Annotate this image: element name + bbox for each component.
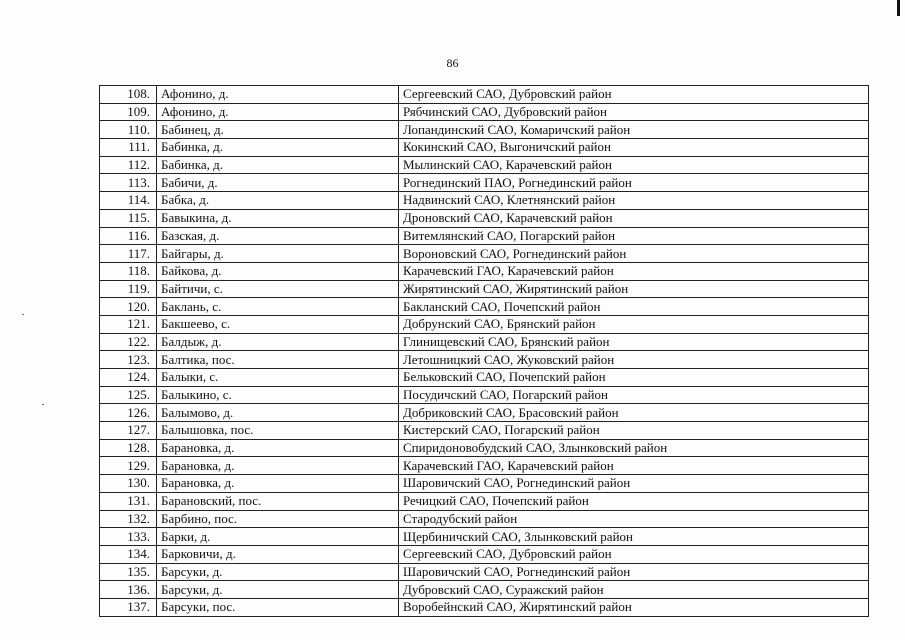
row-number: 137. (100, 598, 157, 616)
administrative-area: Шаровичский САО, Рогнединский район (399, 475, 869, 493)
settlement-name: Афонино, д. (157, 103, 399, 121)
scan-speck (22, 314, 24, 315)
table-row (100, 86, 869, 104)
table-row (100, 315, 869, 333)
row-number: 133. (100, 528, 157, 546)
table-row (100, 492, 869, 510)
table-row (100, 439, 869, 457)
administrative-area: Добриковский САО, Брасовский район (399, 404, 869, 422)
settlement-name: Бабичи, д. (157, 174, 399, 192)
row-number: 127. (100, 422, 157, 440)
administrative-area: Бакланский САО, Почепский район (399, 298, 869, 316)
row-number: 132. (100, 510, 157, 528)
settlement-name: Барбино, пос. (157, 510, 399, 528)
settlement-name: Барановка, д. (157, 439, 399, 457)
scan-edge-mark (897, 0, 900, 16)
row-number: 122. (100, 333, 157, 351)
administrative-area: Стародубский район (399, 510, 869, 528)
settlement-name: Барсуки, д. (157, 581, 399, 599)
settlement-name: Бабинка, д. (157, 156, 399, 174)
table-row (100, 139, 869, 157)
table-row (100, 475, 869, 493)
administrative-area: Карачевский ГАО, Карачевский район (399, 457, 869, 475)
administrative-area: Кокинский САО, Выгоничский район (399, 139, 869, 157)
row-number: 124. (100, 369, 157, 387)
administrative-area: Дубровский САО, Суражский район (399, 581, 869, 599)
table-row (100, 351, 869, 369)
settlement-name: Балыки, с. (157, 369, 399, 387)
row-number: 113. (100, 174, 157, 192)
table-row (100, 598, 869, 616)
table-row (100, 510, 869, 528)
row-number: 109. (100, 103, 157, 121)
administrative-area: Спиридоновобудский САО, Злынковский район (399, 439, 869, 457)
scan-speck (42, 404, 44, 405)
administrative-area: Воробейнский САО, Жирятинский район (399, 598, 869, 616)
settlement-name: Барановский, пос. (157, 492, 399, 510)
settlement-name: Баклань, с. (157, 298, 399, 316)
settlements-table (99, 85, 869, 617)
table-row (100, 369, 869, 387)
row-number: 108. (100, 86, 157, 104)
settlement-name: Балышовка, пос. (157, 422, 399, 440)
table-row (100, 227, 869, 245)
settlement-name: Бабинка, д. (157, 139, 399, 157)
row-number: 115. (100, 209, 157, 227)
row-number: 118. (100, 262, 157, 280)
settlement-name: Байтичи, с. (157, 280, 399, 298)
settlement-name: Бабинец, д. (157, 121, 399, 139)
administrative-area: Жирятинский САО, Жирятинский район (399, 280, 869, 298)
administrative-area: Дроновский САО, Карачевский район (399, 209, 869, 227)
settlement-name: Афонино, д. (157, 86, 399, 104)
administrative-area: Щербиничский САО, Злынковский район (399, 528, 869, 546)
table-row (100, 209, 869, 227)
row-number: 120. (100, 298, 157, 316)
row-number: 125. (100, 386, 157, 404)
administrative-area: Карачевский ГАО, Карачевский район (399, 262, 869, 280)
table-row (100, 581, 869, 599)
administrative-area: Шаровичский САО, Рогнединский район (399, 563, 869, 581)
table-row (100, 121, 869, 139)
row-number: 135. (100, 563, 157, 581)
settlement-name: Барсуки, пос. (157, 598, 399, 616)
row-number: 131. (100, 492, 157, 510)
administrative-area: Бельковский САО, Почепский район (399, 369, 869, 387)
row-number: 116. (100, 227, 157, 245)
settlement-name: Барсуки, д. (157, 563, 399, 581)
table-row (100, 386, 869, 404)
table-row (100, 333, 869, 351)
settlement-name: Барки, д. (157, 528, 399, 546)
settlement-name: Балымово, д. (157, 404, 399, 422)
administrative-area: Рогнединский ПАО, Рогнединский район (399, 174, 869, 192)
table-row (100, 174, 869, 192)
table-row (100, 563, 869, 581)
administrative-area: Лопандинский САО, Комаричский район (399, 121, 869, 139)
table-row (100, 404, 869, 422)
table-row (100, 545, 869, 563)
settlement-name: Балдыж, д. (157, 333, 399, 351)
administrative-area: Кистерский САО, Погарский район (399, 422, 869, 440)
row-number: 123. (100, 351, 157, 369)
settlement-name: Базская, д. (157, 227, 399, 245)
administrative-area: Рябчинский САО, Дубровский район (399, 103, 869, 121)
administrative-area: Сергеевский САО, Дубровский район (399, 545, 869, 563)
settlement-name: Барановка, д. (157, 457, 399, 475)
table-row (100, 528, 869, 546)
administrative-area: Добрунский САО, Брянский район (399, 315, 869, 333)
row-number: 119. (100, 280, 157, 298)
row-number: 121. (100, 315, 157, 333)
settlement-name: Байгары, д. (157, 245, 399, 263)
settlement-name: Барковичи, д. (157, 545, 399, 563)
settlement-name: Бакшеево, с. (157, 315, 399, 333)
settlement-name: Барановка, д. (157, 475, 399, 493)
table-row (100, 192, 869, 210)
table-row (100, 103, 869, 121)
administrative-area: Надвинский САО, Клетнянский район (399, 192, 869, 210)
administrative-area: Мылинский САО, Карачевский район (399, 156, 869, 174)
table-row (100, 245, 869, 263)
administrative-area: Летошницкий САО, Жуковский район (399, 351, 869, 369)
row-number: 126. (100, 404, 157, 422)
row-number: 112. (100, 156, 157, 174)
administrative-area: Витемлянский САО, Погарский район (399, 227, 869, 245)
administrative-area: Глинищевский САО, Брянский район (399, 333, 869, 351)
administrative-area: Речицкий САО, Почепский район (399, 492, 869, 510)
settlement-name: Бавыкина, д. (157, 209, 399, 227)
table-body (100, 86, 869, 617)
table-row (100, 457, 869, 475)
administrative-area: Посудичский САО, Погарский район (399, 386, 869, 404)
table-row (100, 156, 869, 174)
row-number: 110. (100, 121, 157, 139)
row-number: 129. (100, 457, 157, 475)
settlement-name: Балтика, пос. (157, 351, 399, 369)
administrative-area: Сергеевский САО, Дубровский район (399, 86, 869, 104)
row-number: 136. (100, 581, 157, 599)
page-number: 86 (446, 56, 459, 70)
table-row (100, 298, 869, 316)
row-number: 134. (100, 545, 157, 563)
administrative-area: Вороновский САО, Рогнединский район (399, 245, 869, 263)
settlement-name: Бабка, д. (157, 192, 399, 210)
table-row (100, 422, 869, 440)
settlement-name: Байкова, д. (157, 262, 399, 280)
row-number: 117. (100, 245, 157, 263)
row-number: 130. (100, 475, 157, 493)
row-number: 111. (100, 139, 157, 157)
row-number: 128. (100, 439, 157, 457)
row-number: 114. (100, 192, 157, 210)
settlement-name: Балыкино, с. (157, 386, 399, 404)
table-row (100, 262, 869, 280)
table-row (100, 280, 869, 298)
